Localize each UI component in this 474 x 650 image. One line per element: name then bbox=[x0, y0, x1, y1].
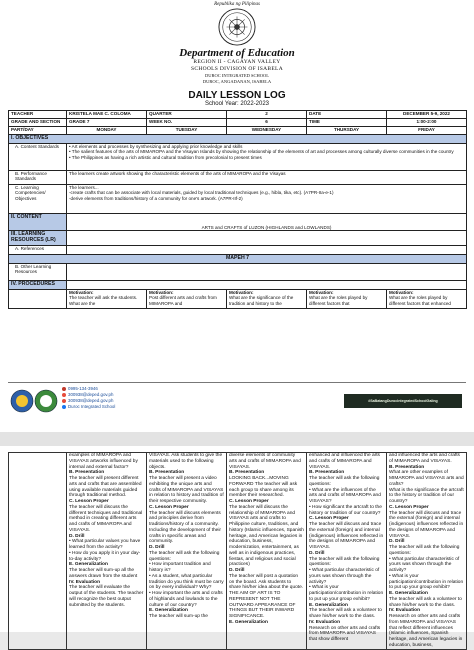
procedure-text: The teacher will sum-up the bbox=[149, 614, 208, 619]
competency-1: -create crafts that can be associate with local materials, guided by local traditional techniques (e.g., hibla, tika, etc). (A7PR-IIa-e-1) bbox=[69, 190, 334, 196]
procedure-cell-monday bbox=[67, 290, 147, 309]
quarter-value: 2 bbox=[227, 111, 307, 119]
facebook-row[interactable] bbox=[62, 404, 115, 410]
procedure-text: The teacher will ask the following questions: bbox=[309, 476, 380, 487]
procedure-cell-friday bbox=[387, 290, 467, 309]
other-resources-label: B. Other Learning Resources bbox=[9, 264, 67, 281]
procedure-text: The teacher will discuss and trace the external (foreign) and internal (indigenous) influences reflected in the designs of MIMAROPA and VISAYAS. bbox=[309, 522, 384, 550]
grade-value: GRADE 7 bbox=[67, 119, 147, 127]
procedure-text: • How important tradition and history is? bbox=[149, 562, 211, 573]
procedure-text: VISAYAS. Ask students to give the materials used to the following objects. bbox=[149, 453, 223, 470]
procedure-text: The teacher will discuss elements and principles derive from traditions/history of a community. Including the development of their crafts in specific areas and community. bbox=[149, 510, 222, 545]
republic-text: Republika ng Pilipinas bbox=[214, 2, 260, 7]
competency-2: -derive elements from traditions/history of a community for one's artwork. (A7PR-IIf-2) bbox=[69, 195, 243, 201]
section-heading: B. Presentation bbox=[229, 470, 265, 476]
quarter-label: QUARTER bbox=[147, 111, 227, 119]
procedure-text: • What particular characteristic of yours was shown through the activity? bbox=[309, 568, 380, 585]
division-text: SCHOOLS DIVISION OF ISABELA bbox=[191, 66, 283, 72]
department-text: Department of Education bbox=[179, 47, 295, 59]
page-gap bbox=[0, 432, 474, 446]
school-text: DUROC INTEGRATED SCHOOL bbox=[205, 73, 269, 78]
region-text: REGION II - CAGAYAN VALLEY bbox=[193, 59, 281, 65]
procedure-cell-wednesday bbox=[227, 290, 307, 309]
section-heading: E. Generalization bbox=[309, 602, 348, 608]
procedures-section: IV. PROCEDURES bbox=[9, 281, 67, 290]
motivation-text: What are the roles played by different factors that enhanced bbox=[389, 295, 451, 306]
day-friday: FRIDAY bbox=[387, 127, 467, 135]
procedure-text: The teacher will evaluate the output of the students. The teacher will recognize the best output submitted by the students. bbox=[69, 585, 144, 608]
procedure-text: The teacher will ask the following questions: bbox=[389, 545, 460, 556]
section-heading: C. Lesson Proper bbox=[149, 504, 189, 510]
procedure-text: The teacher will ask a volunteer to share his/her work to the class. bbox=[389, 596, 462, 608]
procedure-text: The teacher will ask the following questions: bbox=[149, 550, 220, 562]
section-heading: B. Presentation bbox=[389, 464, 425, 470]
section-heading: IV. Evaluation bbox=[69, 579, 101, 585]
motivation-heading: Motivation: bbox=[149, 290, 174, 295]
procedure-text: What are other examples of MIMAROPA and VISAYAS arts and crafts? bbox=[389, 470, 464, 487]
motivation-text: The teacher will ask the students. What are the bbox=[69, 295, 138, 306]
procedure-cell-tuesday bbox=[147, 290, 227, 309]
objectives-section: I. OBJECTIVES bbox=[9, 135, 467, 144]
procedure-column-friday bbox=[387, 453, 467, 650]
section-heading: IV. Evaluation bbox=[389, 608, 421, 614]
motivation-heading: Motivation: bbox=[389, 290, 414, 295]
procedure-text: The teacher will ask the following questions: bbox=[309, 556, 380, 568]
section-heading: C. Lesson Proper bbox=[69, 499, 109, 504]
procedure-column-thursday bbox=[307, 453, 387, 650]
teacher-label: TEACHER bbox=[9, 111, 67, 119]
deped-seal-icon bbox=[218, 8, 256, 46]
procedure-text: • What are the influences of the arts and crafts of MIMAROPA and VISAYAS? bbox=[309, 487, 381, 504]
procedure-text: • How significant the artcraft to the history or tradition of our country? bbox=[309, 504, 382, 516]
procedure-cell-thursday bbox=[307, 290, 387, 309]
day-tuesday: TUESDAY bbox=[147, 127, 227, 135]
resources-section: III. LEARNING RESOURCES (LR) bbox=[9, 231, 67, 246]
week-value: 6 bbox=[227, 119, 307, 127]
section-heading: D. Drill bbox=[229, 568, 245, 573]
procedure-text: • What is your participation/contribution in relation to put up your group exhibit? bbox=[389, 573, 464, 591]
procedure-text: examples of MIMAROPA and VISAYAS artworks influenced by internal and external factor? bbox=[69, 453, 138, 470]
week-label: WEEK NO. bbox=[147, 119, 227, 127]
procedure-text: diverse elements of community arts and crafts of MIMAROPA and VISAYAS. bbox=[229, 453, 301, 470]
page-title: DAILY LESSON LOG bbox=[188, 90, 286, 101]
phone-text: 0995-134-3946 bbox=[68, 386, 98, 391]
section-heading: C. Lesson Proper bbox=[309, 516, 349, 522]
motivation-heading: Motivation: bbox=[69, 290, 94, 295]
section-heading: E. Generalization bbox=[149, 608, 188, 614]
procedure-text: • How do you apply it in your day-to-day activity? bbox=[69, 550, 141, 562]
performance-text: The learners create artwork showing the characteristic elements of the arts of MIMAROPA and the Visayas bbox=[67, 171, 467, 185]
procedure-text: The teacher will discuss the relationship of MIMAROPA and VISAYAS arts and crafts to Philippine culture, traditions, and history (Islamic influences, Spanish heritage, and American legacies in education, business, modernization, entertainment, as well as in indigenous practices, fiestas, and religious and social practices) bbox=[229, 504, 304, 568]
facebook-text[interactable]: Duroc Integrated School bbox=[68, 403, 116, 409]
procedure-column-wednesday bbox=[227, 453, 307, 650]
resources-blank bbox=[67, 231, 467, 246]
competency-intro: The learners... bbox=[69, 185, 99, 190]
section-heading: E. Generalization bbox=[229, 619, 268, 625]
references-blank bbox=[67, 246, 467, 255]
content-standard-3: • The Philippines as having a rich artistic and cultural tradition from precolonial to present times bbox=[69, 154, 262, 160]
section-heading: C. Lesson Proper bbox=[389, 504, 429, 510]
procedure-text: Research on other arts and crafts from MIMAROPA and VISAYAS that reflect different influences (Islamic influences, Spanish heritage, and American legacies in education, business, bbox=[389, 614, 463, 648]
section-heading: E. Generalization bbox=[389, 591, 428, 596]
phone-icon bbox=[62, 387, 66, 391]
procedures-continued-table bbox=[8, 452, 467, 650]
procedures-left-blank bbox=[9, 453, 67, 650]
procedure-text: and influenced the arts and crafts of MIMAROPA and VISAYAS. bbox=[389, 453, 460, 464]
part-day-label: PART/DAY bbox=[9, 127, 67, 135]
procedure-text: • What particular values you have learned from the activity? bbox=[69, 539, 141, 550]
procedure-text: The teacher will ask a volunteer to share his/her work to the class. bbox=[309, 608, 382, 619]
mapeh-heading: MAPEH 7 bbox=[9, 255, 467, 264]
section-heading: D. Drill bbox=[309, 550, 325, 556]
page-footer bbox=[0, 382, 474, 426]
procedure-text: • How important the arts and crafts of highlands and lowlands to the culture of our country? bbox=[149, 591, 223, 608]
procedure-text: • As a student, what particular tradition do you think must be carry on by every individual? Why? bbox=[149, 573, 224, 591]
footer-divider bbox=[8, 382, 466, 383]
section-heading: B. Presentation bbox=[149, 470, 185, 476]
content-standards-label: A. Content Standards bbox=[9, 144, 67, 171]
procedure-text: The teacher will discuss and trace the external (foreign) and internal (indigenous) influences reflected in the designs of MIMAROPA and VISAYAS. bbox=[389, 510, 464, 539]
competencies-cell bbox=[67, 185, 467, 214]
content-standard-2: • The salient features of the arts of MIMAROPA and the Visayan Islands by showing the relationship of the elements of art and processes among culturally diverse communities in the country bbox=[69, 149, 454, 155]
time-value: 1:00-2:00 bbox=[387, 119, 467, 127]
procedures-blank bbox=[67, 281, 467, 290]
teacher-value: KRISTELA MAE C. COLOMA bbox=[67, 111, 147, 119]
time-label: TIME bbox=[307, 119, 387, 127]
day-monday: MONDAY bbox=[67, 127, 147, 135]
performance-label: B. Performance Standards bbox=[9, 171, 67, 185]
procedure-text: Research on other arts and crafts from MIMAROPA and VISAYAS that show different bbox=[309, 625, 381, 642]
procedure-text: • What particular characteristic of yours was shown through the activity? bbox=[389, 556, 460, 573]
procedure-text: The teacher will present a video exhibiting the unique arts and crafts of MIMAROPA and VISAYAS in relation to history and tradition of their respective community. bbox=[149, 476, 224, 504]
section-heading: B. Presentation bbox=[69, 470, 105, 476]
email-icon bbox=[62, 399, 66, 403]
date-label: DATE bbox=[307, 111, 387, 119]
content-section: II. CONTENT bbox=[9, 214, 67, 231]
page-two bbox=[0, 446, 474, 648]
hashtag-banner: #SaBatangDurocIntegratedSchoolGaling bbox=[344, 394, 462, 408]
section-heading: B. Presentation bbox=[309, 470, 345, 476]
procedures-blank-left bbox=[9, 290, 67, 309]
procedure-text: The teacher will present different arts and crafts that are assembled using available materials guided through traditional method. bbox=[69, 476, 142, 499]
procedure-text: The teacher will post a quotation on the board. Ask students to share his/her idea about the quote. THE AIM OF ART IS TO REPRESENT NOT THE OUTWARD APPEARANCE OF THINGS BUT THEIR INWARD SIGNIFICANCE. bbox=[229, 573, 304, 619]
competencies-label: C. Learning Competencies/ Objectives bbox=[9, 185, 67, 214]
date-value: DECEMBER 5-9, 2022 bbox=[387, 111, 467, 119]
section-heading: C. Lesson Proper bbox=[229, 499, 269, 504]
email-icon bbox=[62, 393, 66, 397]
address-text: DUROC, ANGADANAN, ISABELA bbox=[202, 79, 272, 84]
procedure-text: The teacher will sum-up all the answers drawn from the student bbox=[69, 568, 138, 579]
motivation-heading: Motivation: bbox=[229, 290, 254, 295]
procedure-column-tuesday bbox=[147, 453, 227, 650]
procedure-text: What is the significance the artcraft to the history or tradition of our country? bbox=[389, 487, 464, 504]
procedure-text: The teacher will discuss the different techniques and traditional method in creating different arts and crafts of MIMAROPA and VISAYAS. bbox=[69, 504, 143, 533]
section-heading: IV. Evaluation bbox=[309, 619, 341, 625]
motivation-text: Post different arts and crafts from MIMAROPA and bbox=[149, 295, 217, 306]
motivation-text: What are the roles played by different factors that bbox=[309, 295, 368, 306]
motivation-text: What are the significance of the tradition and history to the bbox=[229, 295, 294, 306]
section-heading: E. Generalization bbox=[69, 562, 108, 568]
lesson-log-table bbox=[8, 110, 467, 309]
section-heading: D. Drill bbox=[149, 545, 165, 550]
school-year: School Year: 2022-2023 bbox=[204, 101, 270, 107]
procedure-text: • What is your participation/contribution in relation to put up your group exhibit? bbox=[309, 585, 384, 602]
procedure-column-monday bbox=[67, 453, 147, 650]
content-standard-1: • Art elements and processes by synthesizing and applying prior knowledge and skills bbox=[69, 144, 243, 149]
content-standards-cell bbox=[67, 144, 467, 171]
procedure-text: enhanced and influenced the arts and crafts of MIMAROPA and VISAYAS. bbox=[309, 453, 380, 470]
email-text[interactable]: 300938@deped.gov.ph bbox=[68, 391, 114, 397]
email-text-2[interactable]: 300938@deped.gov.ph bbox=[68, 397, 114, 403]
procedure-text: LOOKING BACK...MOVING FORWARD The teacher will ask each group to share among its member their researched. bbox=[229, 476, 298, 499]
contact-info bbox=[62, 386, 115, 410]
references-label: A. References bbox=[9, 246, 67, 255]
facebook-icon bbox=[62, 405, 66, 409]
day-wednesday: WEDNESDAY bbox=[227, 127, 307, 135]
day-thursday: THURSDAY bbox=[307, 127, 387, 135]
section-heading: D. Drill bbox=[69, 533, 85, 539]
grade-label: GRADE AND SECTION bbox=[9, 119, 67, 127]
content-text: ARTS and CRAFTS of LUZON (HIGHLANDS and LOWLANDS) bbox=[67, 214, 467, 231]
motivation-heading: Motivation: bbox=[309, 290, 334, 295]
section-heading: D. Drill bbox=[389, 539, 405, 545]
school-logos-icon bbox=[10, 388, 58, 414]
other-resources-blank bbox=[67, 264, 467, 281]
